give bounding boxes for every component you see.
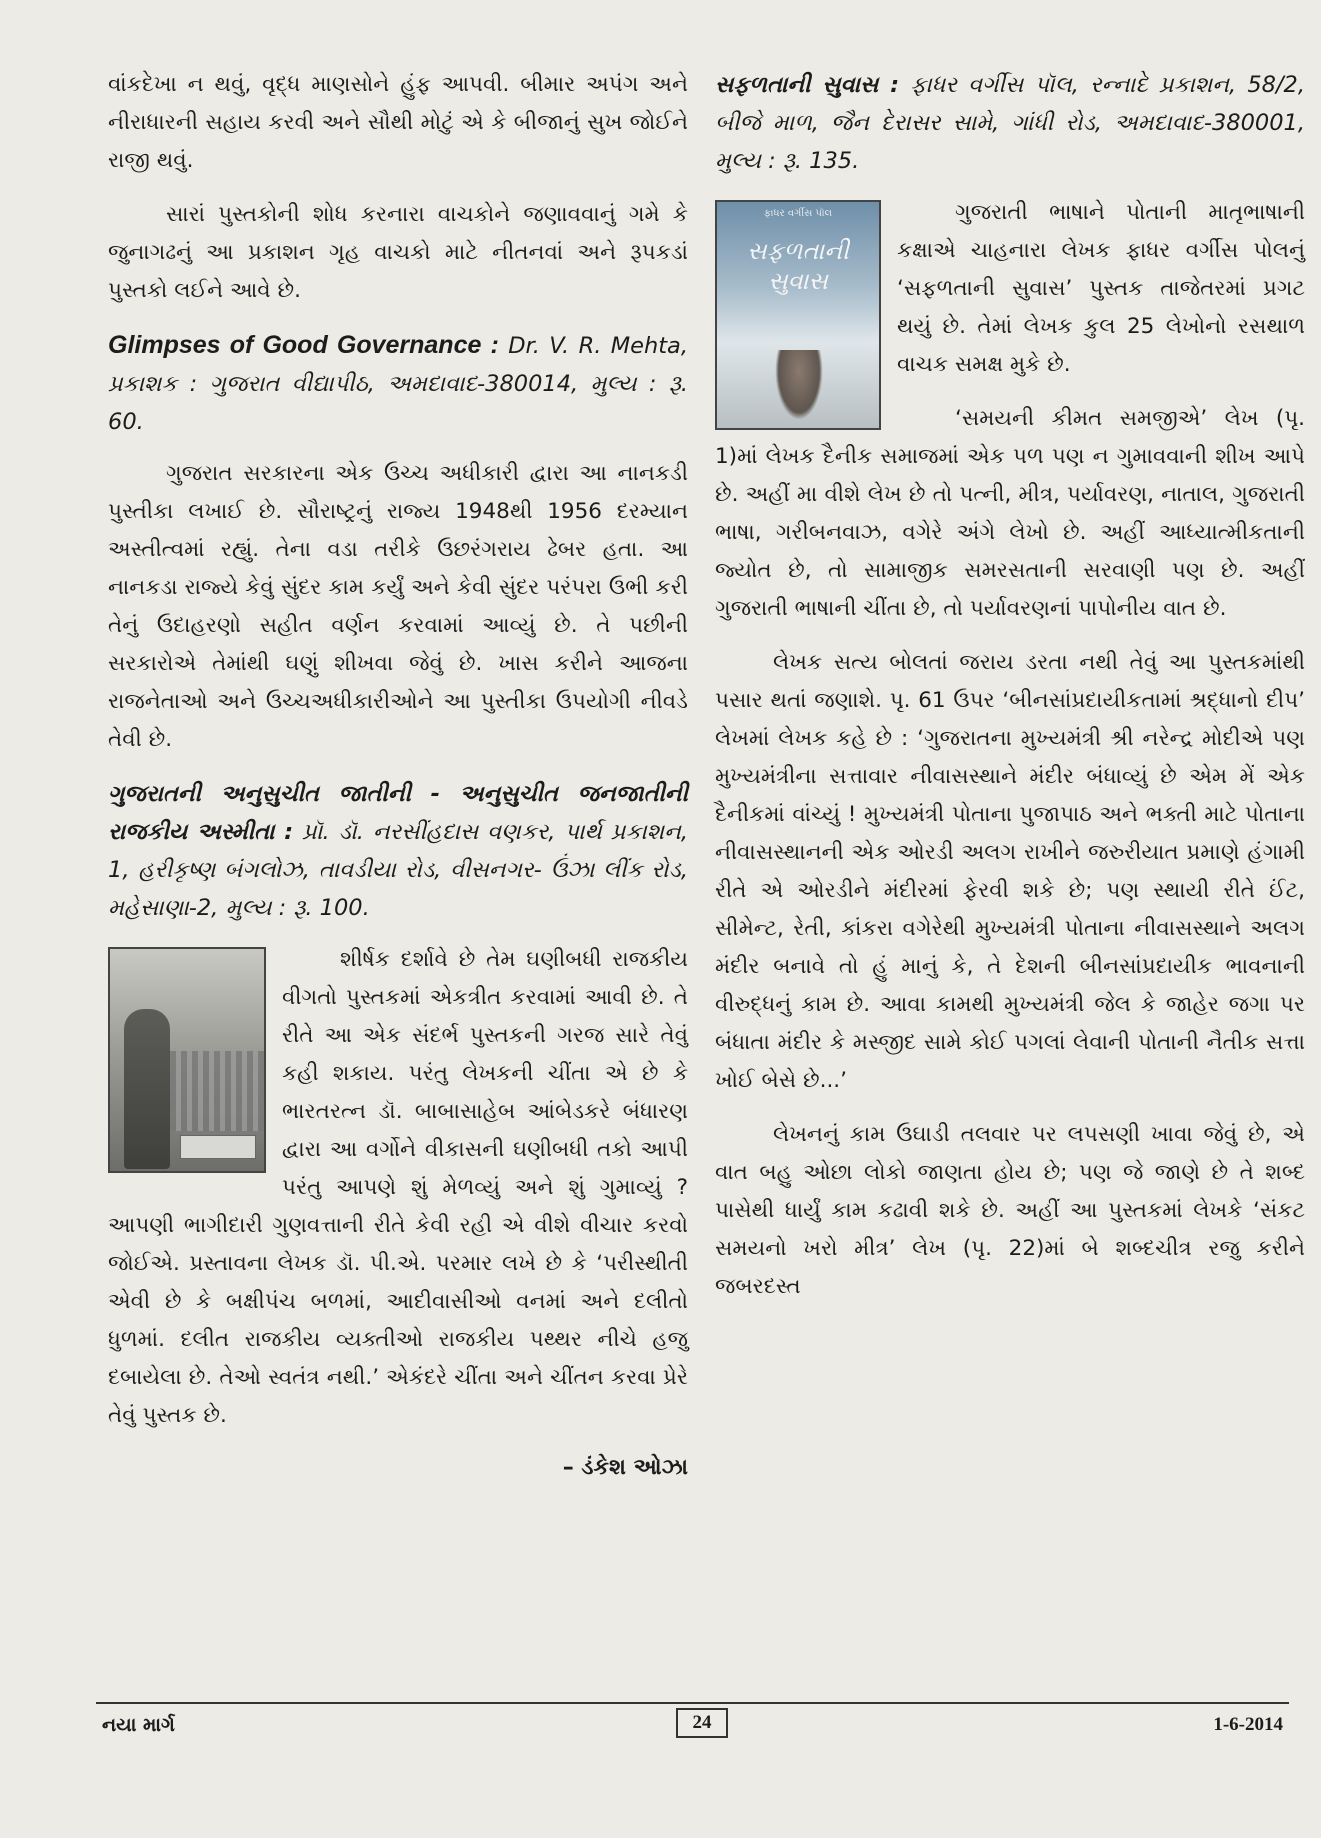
book-review: ગુજરાત સરકારના એક ઉચ્ચ અધીકારી દ્વારા આ નાનકડી પુસ્તીકા લખાઈ છે. સૌરાષ્ટ્રનું રાજ્ય 1948થી 1956 દરમ્યાન અસ્તીત્વમાં રહ્યું. તેના વડા તરીકે ઉછરંગરાય ઢેબર હતા. આ નાનકડા રાજ્યે કેવું સુંદર કામ કર્યું અને કેવી સુંદર પરંપરા ઉભી કરી તેનું ઉદાહરણો સહીત વર્ણન કરવામાં આવ્યું છે. તે પછીની સરકારોએ તેમાંથી ઘણું શીખવા જેવું છે. ખાસ કરીને આજના રાજનેતાઓ અને ઉચ્ચઅધીકારીઓને આ પુસ્તીકા ઉપયોગી નીવડે તેવી છે. [108,461,688,752]
book-title: ગુજરાતની અનુસુચીત જાતીની - અનુસુચીત જનજાતીની રાજકીય અસ્મીતા : [108,781,688,845]
reviewer-signature: – ડંકેશ ઓઝા [562,1455,688,1480]
cover-bench-illustration [180,1135,256,1159]
magazine-name: નયા માર્ગ [102,1714,175,1736]
book-cover-image [715,200,881,430]
cover-figure-illustration [124,1009,170,1169]
book-title: Glimpses of Good Governance : [108,331,499,359]
cover-crowd-illustration [170,1051,264,1131]
book-review: ગુજરાતી ભાષાને પોતાની માતૃભાષાની કક્ષાએ ચાહનારા લેખક ફાધર વર્ગીસ પોલનું ‘સફળતાની સુવાસ’ પુસ્તક તાજેતરમાં પ્રગટ થયું છે. તેમાં લેખક કુલ 25 લેખોનો રસથાળ વાચક સમક્ષ મુકે છે. [897,200,1305,377]
book-details: ફાધર વર્ગીસ પૉલ, રન્નાદે પ્રકાશન, 58/2, બીજે માળ, જૈન દેરાસર સામે, ગાંધી રોડ, અમદાવાદ-380001, મુલ્ય : રૂ. 135. [715,72,1305,174]
page-footer [96,1702,1289,1750]
book-details: Dr. V. R. Mehta, પ્રકાશક : ગુજરાત વીદ્યાપીઠ, અમદાવાદ-380014, મુલ્ય : રૂ. 60. [108,333,688,435]
left-column [108,66,688,1485]
book-cover-image [108,947,266,1173]
cover-author: ફાધર વર્ગીસ પૉલ [763,208,833,219]
book-heading [108,326,688,441]
book-title: સફળતાની સુવાસ : [715,72,900,98]
book-heading [108,775,688,927]
book-heading [715,66,1305,180]
paragraph: સારાં પુસ્તકોની શોધ કરનારા વાચકોને જણાવવાનું ગમે કે જુનાગઢનું આ પ્રકાશન ગૃહ વાચકો માટે નીતનવાં અને રૂપકડાં પુસ્તકો લઈને આવે છે. [108,202,688,303]
cover-title: સફળતાની સુવાસ [747,237,849,295]
issue-date: 1-6-2014 [1213,1714,1283,1735]
paragraph: લેખક સત્ય બોલતાં જરાય ડરતા નથી તેવું આ પુસ્તકમાંથી પસાર થતાં જણાશે. પૃ. 61 ઉપર ‘બીનસાંપ્રદાયીકતામાં શ્રદ્ધાનો દીપ’ લેખમાં લેખક કહે છે : ‘ગુજરાતના મુખ્યમંત્રી શ્રી નરેન્દ્ર મોદીએ પણ મુખ્યમંત્રીના સત્તાવાર નીવાસસ્થાને મંદીર બંધાવ્યું છે એમ મેં એક દૈનીકમાં વાંચ્યું ! મુખ્યમંત્રી પોતાના પુજાપાઠ અને ભક્તી માટે પોતાના નીવાસસ્થાનની એક ઓરડી અલગ રાખીને જરુરીયાત પ્રમાણે હંગામી રીતે એ ઓરડીને મંદીરમાં ફેરવી શકે છે; પણ સ્થાયી રીતે ઈંટ, સીમેન્ટ, રેતી, કાંકરા વગેરેથી મુખ્યમંત્રી પોતાના નીવાસસ્થાને અલગ મંદીર બનાવે તો હું માનું કે, તે દેશની બીનસાંપ્રદાયીક ભાવનાની વીરુદ્ધનું કામ છે. આવા કામથી મુખ્યમંત્રી જેલ કે જાહેર જગા પર બંધાતા મંદીર કે મસ્જીદ સામે કોઈ પગલાં લેવાની પોતાની નૈતીક સત્તા ખોઈ બેસે છે...’ [715,650,1305,1093]
paragraph: વાંકદેખા ન થવું, વૃદ્ધ માણસોને હુંફ આપવી. બીમાર અપંગ અને નીરાધારની સહાય કરવી અને સૌથી મોટું એ કે બીજાનું સુખ જોઈને રાજી થવું. [108,72,688,173]
page-number: 24 [676,1708,728,1738]
book-details: પ્રૉ. ડૉ. નરસીંહદાસ વણકર, પાર્થ પ્રકાશન, 1, હરીકૃષ્ણ બંગલોઝ, તાવડીયા રોડ, વીસનગર- ઉંઝા લીંક રોડ, મહેસાણા-2, મુલ્ય : રૂ. 100. [108,819,688,921]
paragraph: ‘સમયની કીમત સમજીએ’ લેખ (પૃ. 1)માં લેખક દૈનીક સમાજમાં એક પળ પણ ન ગુમાવવાની શીખ આપે છે. અહીં મા વીશે લેખ છે તો પત્ની, મીત્ર, પર્યાવરણ, નાતાલ, ગુજરાતી ભાષા, ગરીબનવાઝ, વગેરે અંગે લેખો છે. અહીં આધ્યાત્મીકતાની જ્યોત છે, તો સામાજીક સમરસતાની સરવાણી પણ છે. અહીં ગુજરાતી ભાષાની ચીંતા છે, તો પર્યાવરણનાં પાપોનીય વાત છે. [715,406,1305,621]
book-review: શીર્ષક દર્શાવે છે તેમ ઘણીબધી રાજકીય વીગતો પુસ્તકમાં એકત્રીત કરવામાં આવી છે. તે રીતે આ એક સંદર્ભ પુસ્તકની ગરજ સારે તેવું કહી શકાય. પરંતુ લેખકની ચીંતા એ છે કે ભારતરત્ન ડૉ. બાબાસાહેબ આંબેડકરે બંધારણ દ્વારા આ વર્ગોને વીકાસની ઘણીબધી તકો આપી પરંતુ આપણે શું મેળવ્યું અને શું ગુમાવ્યું ? આપણી ભાગીદારી ગુણવત્તાની રીતે કેવી રહી એ વીશે વીચાર કરવો જોઈએ. પ્રસ્તાવના લેખક ડૉ. પી.એ. પરમાર લખે છે કે ‘પરીસ્થીતી એવી છે કે બક્ષીપંચ બળમાં, આદીવાસીઓ વનમાં અને દલીતો ધુળમાં. દલીત રાજકીય વ્યક્તીઓ રાજકીય પથ્થર નીચે હજુ દબાયેલા છે. તેઓ સ્વતંત્ર નથી.’ એકંદરે ચીંતા અને ચીંતન કરવા પ્રેરે તેવું પુસ્તક છે. [108,947,688,1428]
right-column [715,66,1305,1322]
paragraph: લેખનનું કામ ઉઘાડી તલવાર પર લપસણી ખાવા જેવું છે, એ વાત બહુ ઓછા લોકો જાણતા હોય છે; પણ જે જાણે છે તે શબ્દ પાસેથી ધાર્યું કામ કઢાવી શકે છે. અહીં આ પુસ્તકમાં લેખકે ‘સંકટ સમયનો ખરો મીત્ર’ લેખ (પૃ. 22)માં બે શબ્દચીત્ર રજુ કરીને જબરદસ્ત [715,1122,1305,1299]
cover-figure-illustration [775,350,823,420]
